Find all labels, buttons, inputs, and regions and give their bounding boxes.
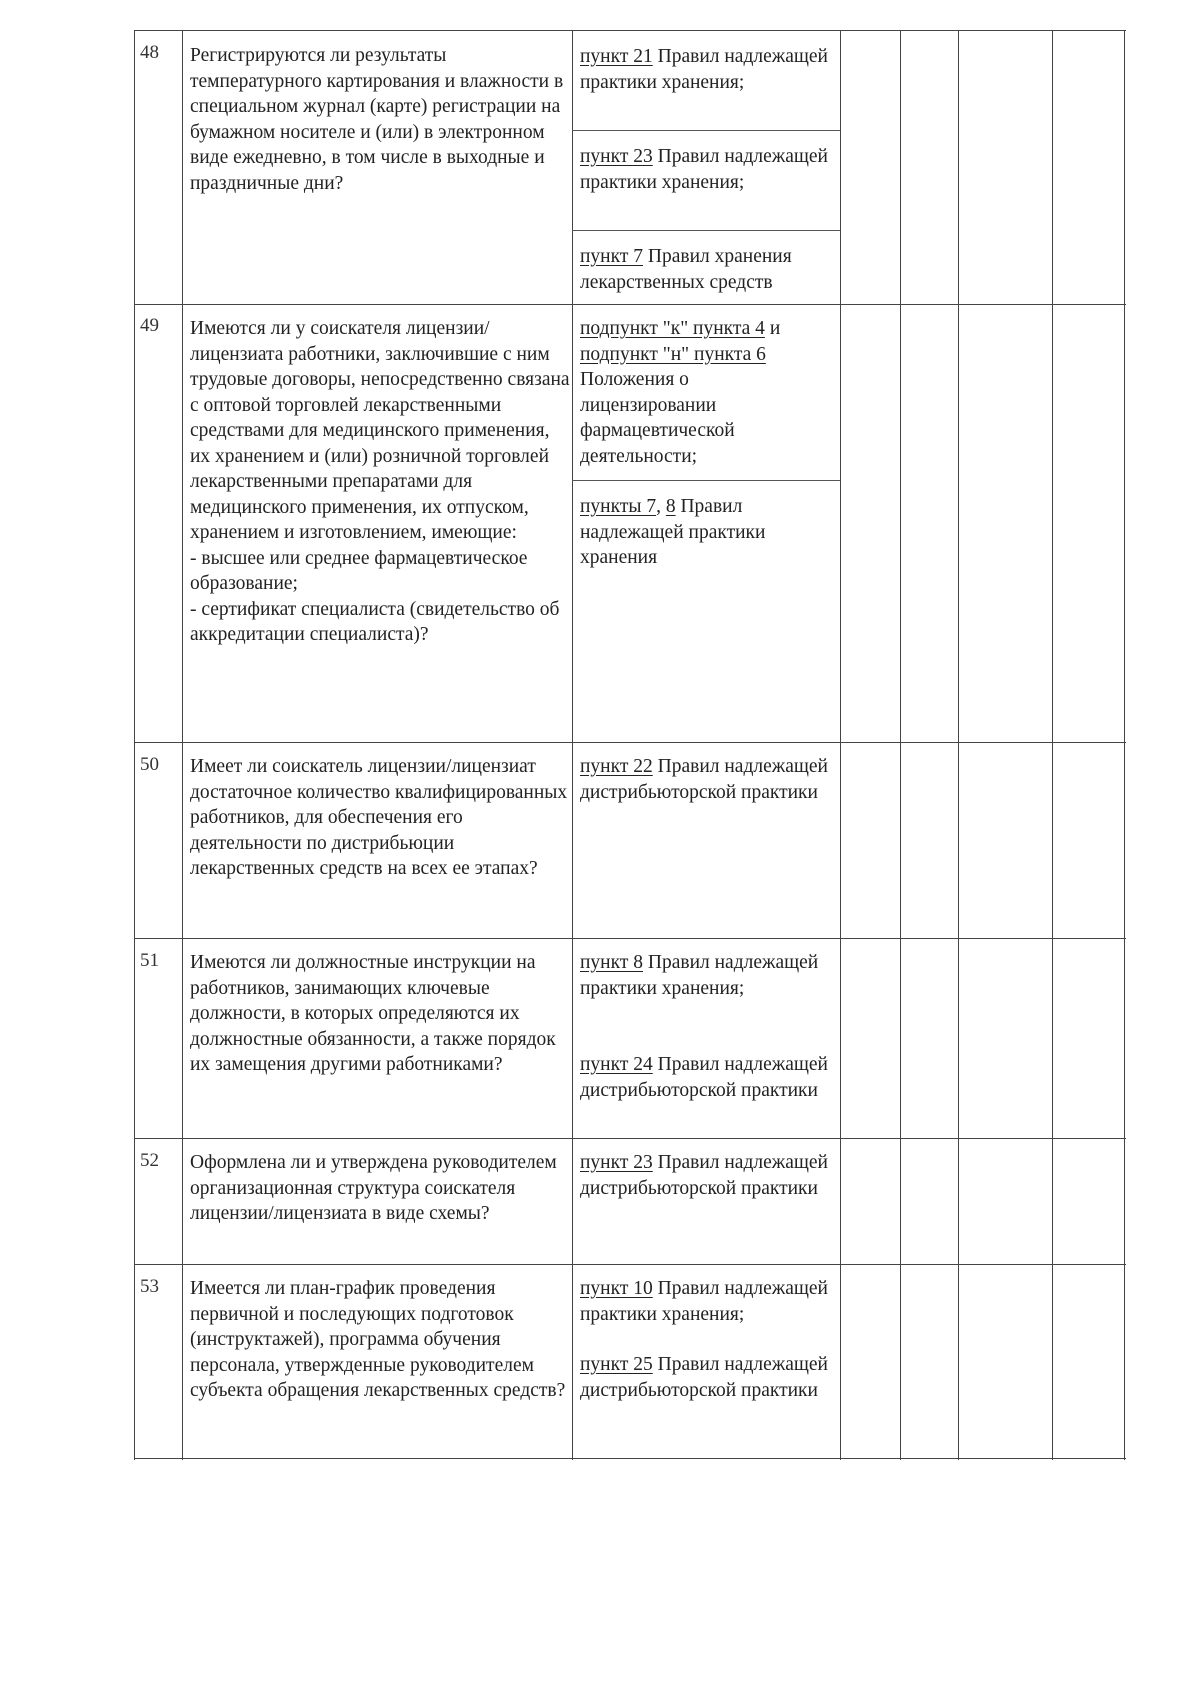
ref-subdivider [572, 480, 840, 481]
row-number: 50 [140, 754, 159, 775]
row-reference [580, 316, 830, 469]
reference-text: Положения о лицензировании фармацевтической деятельности; [580, 369, 735, 467]
row-reference [580, 754, 830, 805]
reference-text: , [656, 496, 666, 517]
reference-text: Правил надлежащей практики хранения; [580, 46, 828, 93]
row-reference [580, 1276, 830, 1327]
reference-link[interactable]: пункт 23 [580, 146, 653, 167]
table-border-bottom [134, 1458, 1126, 1459]
reference-text: и [764, 318, 781, 339]
row-divider [134, 742, 1126, 743]
row-reference [580, 244, 830, 295]
row-reference [580, 1052, 830, 1103]
row-number: 51 [140, 950, 159, 971]
reference-link[interactable]: пункт 7 [580, 246, 643, 267]
table-border-right [1124, 30, 1125, 1460]
row-reference [580, 144, 830, 195]
reference-link[interactable]: 8 [665, 496, 676, 517]
column-divider [840, 30, 841, 1460]
row-question: Имеет ли соискатель лицензии/лицензиат достаточное количество квалифицированных работников, для обеспечения его деятельности по дистрибьюции лекарственных средств на всех ее этапах? [190, 756, 568, 879]
ref-subdivider [572, 230, 840, 231]
row-reference [580, 1150, 830, 1201]
table-border-top [134, 30, 1126, 31]
reference-link[interactable]: пункт 25 [580, 1354, 653, 1375]
column-divider [182, 30, 183, 1460]
row-question: Имеются ли должностные инструкции на работников, занимающих ключевые должности, в которых определяются их должностные обязанности, а также порядок их замещения другими работниками? [190, 952, 556, 1075]
row-divider [134, 1264, 1126, 1265]
row-divider [134, 1138, 1126, 1139]
reference-text: Правил надлежащей дистрибьюторской практики [580, 1054, 828, 1101]
reference-text: Правил надлежащей дистрибьюторской практики [580, 756, 828, 803]
row-number: 49 [140, 315, 159, 336]
row-question: Имеются ли у соискателя лицензии/лицензиата работники, заключившие с ним трудовые договоры, непосредственно связана с оптовой торговлей лекарственными средствами для медицинского применения, их хранением и (или) розничной торговлей лекарственными препаратами для медицинского применения, их отпуском, хранением и изготовлением, имеющие: - высшее или среднее фармацевтическое образование; - сертификат специалиста (свидетельство об аккредитации специалиста)? [190, 318, 570, 645]
row-number: 48 [140, 42, 159, 63]
column-divider [900, 30, 901, 1460]
column-divider [958, 30, 959, 1460]
row-question: Оформлена ли и утверждена руководителем организационная структура соискателя лицензии/лицензиата в виде схемы? [190, 1152, 557, 1224]
row-reference [580, 950, 830, 1001]
reference-link[interactable]: пункт 21 [580, 46, 653, 67]
reference-text: Правил надлежащей практики хранения; [580, 952, 819, 999]
column-divider [572, 30, 573, 1460]
reference-link[interactable]: пункт 23 [580, 1152, 653, 1173]
checklist-table [134, 30, 1126, 1460]
reference-link[interactable]: пункт 8 [580, 952, 643, 973]
reference-link[interactable]: пункт 24 [580, 1054, 653, 1075]
reference-text: Правил надлежащей дистрибьюторской практики [580, 1152, 828, 1199]
row-question: Регистрируются ли результаты температурного картирования и влажности в специальном журнал (карте) регистрации на бумажном носителе и (или) в электронном виде ежедневно, в том числе в выходные и праздничные дни? [190, 45, 564, 194]
row-number: 52 [140, 1150, 159, 1171]
row-reference [580, 44, 830, 95]
row-question: Имеется ли план-график проведения первичной и последующих подготовок (инструктажей), программа обучения персонала, утвержденные руководителем субъекта обращения лекарственных средств? [190, 1278, 566, 1401]
row-divider [134, 304, 1126, 305]
ref-subdivider [572, 130, 840, 131]
reference-link[interactable]: пункт 22 [580, 756, 653, 777]
row-reference [580, 494, 830, 571]
reference-text: Правил надлежащей практики хранения; [580, 146, 828, 193]
reference-text: Правил хранения лекарственных средств [580, 246, 792, 293]
reference-link[interactable]: подпункт "к" пункта 4 [580, 318, 765, 339]
reference-link[interactable]: подпункт "н" пункта 6 [580, 343, 766, 365]
reference-text: Правил надлежащей практики хранения; [580, 1278, 828, 1325]
row-divider [134, 938, 1126, 939]
table-border-left [134, 30, 135, 1460]
reference-link[interactable]: пункты 7 [580, 496, 657, 517]
reference-text: Правил надлежащей дистрибьюторской практики [580, 1354, 828, 1401]
reference-link[interactable]: пункт 10 [580, 1278, 653, 1299]
row-reference [580, 1352, 830, 1403]
reference-text: Правил надлежащей практики хранения [580, 496, 766, 568]
row-number: 53 [140, 1276, 159, 1297]
column-divider [1052, 30, 1053, 1460]
